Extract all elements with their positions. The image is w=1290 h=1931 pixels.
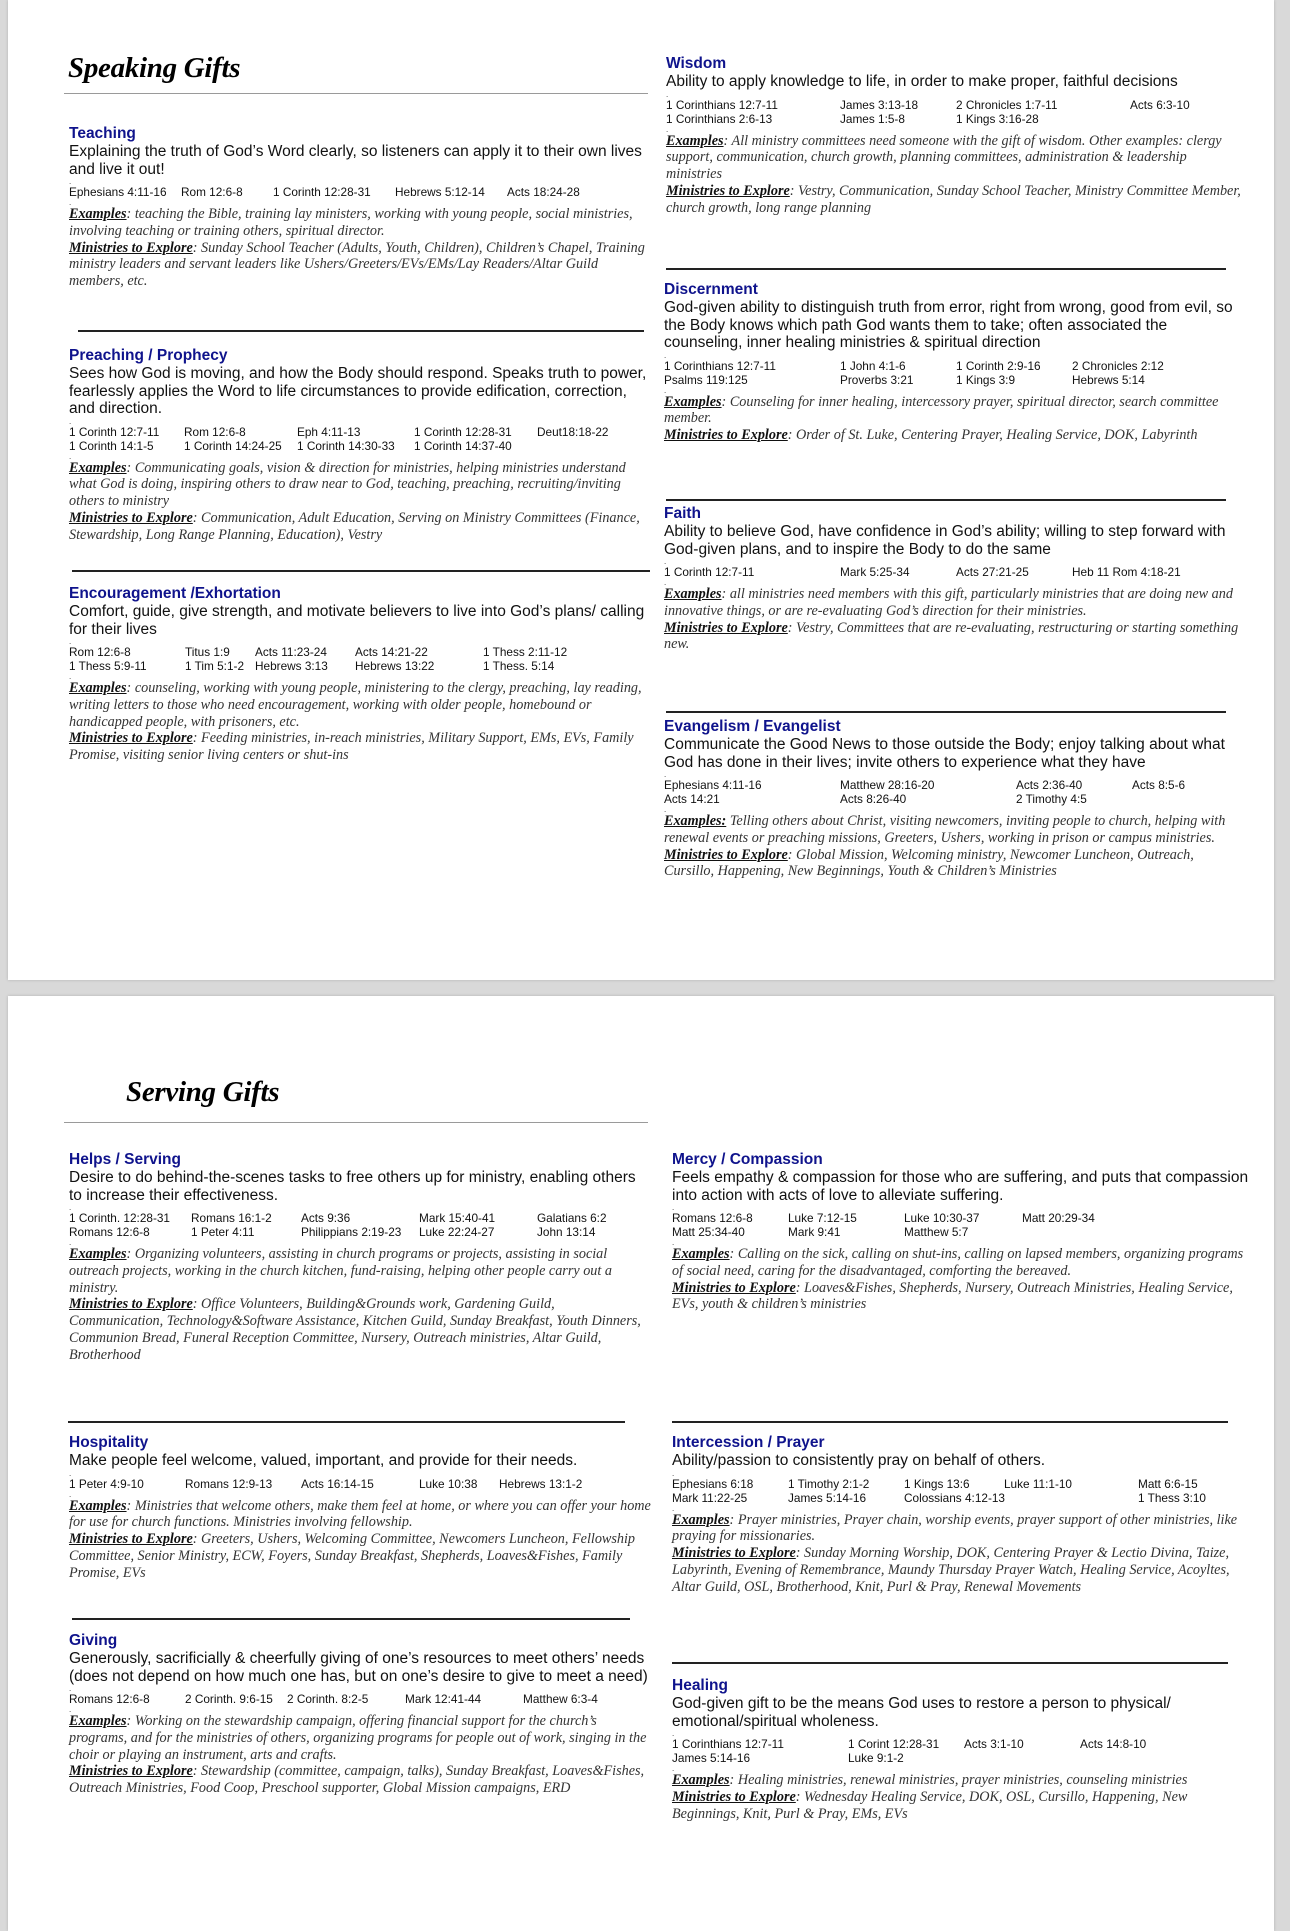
gift-description: Feels empathy & compassion for those who are suffering, and puts that compassion into action with acts of love to alleviate suffering. bbox=[672, 1169, 1249, 1204]
examples-paragraph bbox=[672, 1246, 1254, 1280]
gift-evangelism bbox=[664, 718, 1246, 880]
scripture-reference: Psalms 119:125 bbox=[664, 372, 748, 387]
spacer-dot: . bbox=[664, 805, 667, 814]
gift-name: Encouragement /Exhortation bbox=[69, 585, 281, 602]
spacer-dot: . bbox=[69, 1468, 72, 1478]
gift-description: God-given ability to distinguish truth from error, right from wrong, good from evil, so the Body knows which path God wants them to take; often associated the counseling, inner healing ministries & spiritual direction bbox=[664, 299, 1233, 351]
spacer-dot: . bbox=[672, 1238, 675, 1247]
scripture-reference: 1 Kings 13:6 bbox=[904, 1476, 970, 1491]
gift-preaching-prophecy bbox=[69, 347, 651, 543]
examples-paragraph bbox=[664, 813, 1246, 847]
spacer-dot: . bbox=[69, 451, 72, 461]
section-divider bbox=[72, 1618, 630, 1620]
examples-text: : all ministries need members with this gift, particularly ministries that are doing new and innovative things, or are re-evaluating God’s direction for their ministries. bbox=[664, 586, 1233, 619]
ministries-paragraph bbox=[69, 1296, 651, 1363]
scripture-references bbox=[69, 1477, 651, 1491]
scripture-reference: Rom 12:6-8 bbox=[181, 185, 243, 199]
ministries-text: : Feeding ministries, in-reach ministries, Military Support, EMs, EVs, Family Promise, visiting senior living centers or shut-ins bbox=[69, 730, 634, 764]
ministries-paragraph bbox=[664, 620, 1246, 654]
examples-text: : Healing ministries, renewal ministries, prayer ministries, counseling ministries bbox=[729, 1772, 1188, 1788]
examples-text: : Communicating goals, vision & direction for ministries, helping ministries understand what God is doing, inspiring others to draw near to God, teaching, preaching, recruiting/inviting others to ministry bbox=[69, 459, 626, 510]
scripture-reference: 1 Corinth 12:28-31 bbox=[273, 185, 371, 199]
scripture-reference: Hebrews 5:14 bbox=[1072, 372, 1145, 387]
scripture-reference bbox=[964, 1751, 1080, 1765]
ministries-text: : Vestry, Communication, Sunday School Teacher, Ministry Committee Member, church growth, long range planning bbox=[666, 182, 1241, 216]
document-page-1 bbox=[8, 0, 1274, 980]
scripture-reference: Hebrews 13:22 bbox=[355, 659, 435, 673]
scripture-references bbox=[666, 98, 1246, 126]
scripture-reference: Acts 27:21-25 bbox=[956, 565, 1029, 579]
examples-text: : Ministries that welcome others, make them feel at home, or where you can offer your home for use for church functions. Ministries involving fellowship. bbox=[69, 1497, 651, 1531]
scripture-reference: 1 Corinthians 12:7-11 bbox=[666, 97, 778, 112]
spacer-dot: . bbox=[664, 578, 667, 587]
ministries-text: : Stewardship (committee, campaign, talks), Sunday Breakfast, Loaves&Fishes, Outreach Ministries, Food Coop, Preschool supporter, Global Mission campaigns, ERD bbox=[69, 1763, 645, 1797]
examples-label: Examples bbox=[69, 1497, 127, 1514]
ministries-paragraph bbox=[672, 1789, 1254, 1823]
scripture-reference: Romans 16:1-2 bbox=[191, 1211, 272, 1225]
ministries-text: : Wednesday Healing Service, DOK, OSL, Cursillo, Happening, New Beginnings, Knit, Purl & Pray, EMs, EVs bbox=[672, 1788, 1188, 1822]
ministries-label: Ministries to Explore bbox=[69, 239, 193, 256]
scripture-reference: Romans 12:9-13 bbox=[185, 1476, 273, 1491]
spacer-dot: . bbox=[672, 1468, 675, 1478]
scripture-reference: Romans 12:6-8 bbox=[69, 1225, 150, 1239]
scripture-references bbox=[672, 1737, 1254, 1765]
ministries-label: Ministries to Explore bbox=[672, 1545, 796, 1562]
scripture-reference: Romans 12:6-8 bbox=[69, 1692, 150, 1706]
scripture-reference: Luke 22:24-27 bbox=[419, 1225, 495, 1239]
scripture-reference: Matthew 5:7 bbox=[904, 1225, 969, 1239]
gift-name: Mercy / Compassion bbox=[672, 1151, 823, 1168]
scripture-reference: Matt 6:6-15 bbox=[1138, 1476, 1198, 1491]
scripture-references bbox=[672, 1477, 1254, 1505]
ministries-label: Ministries to Explore bbox=[666, 182, 790, 199]
scripture-reference: 1 Thess 3:10 bbox=[1138, 1490, 1206, 1505]
scripture-reference: 2 Corinth. 9:6-15 bbox=[185, 1692, 273, 1706]
ministries-label: Ministries to Explore bbox=[664, 427, 788, 444]
scripture-reference: Hebrews 3:13 bbox=[255, 659, 328, 673]
ministries-paragraph bbox=[69, 730, 651, 764]
gift-name: Evangelism / Evangelist bbox=[664, 718, 841, 735]
gift-name: Teaching bbox=[69, 125, 136, 142]
ministries-paragraph bbox=[69, 240, 647, 290]
gift-description: Make people feel welcome, valued, important, and provide for their needs. bbox=[69, 1452, 578, 1469]
scripture-reference: Acts 6:3-10 bbox=[1130, 97, 1190, 112]
examples-paragraph bbox=[664, 586, 1246, 620]
ministries-text: : Communication, Adult Education, Serving on Ministry Committees (Finance, Stewardship, Long Range Planning, Education), Vestry bbox=[69, 509, 640, 543]
scripture-reference: 1 Corinth 14:30-33 bbox=[297, 438, 395, 453]
examples-label: Examples bbox=[69, 680, 127, 696]
scripture-reference: John 13:14 bbox=[537, 1225, 596, 1239]
scripture-reference: 1 Corinthians 12:7-11 bbox=[672, 1737, 784, 1751]
scripture-reference: Acts 16:14-15 bbox=[301, 1476, 374, 1491]
examples-paragraph bbox=[69, 680, 651, 730]
scripture-reference: 1 Corinth 12:7-11 bbox=[664, 565, 755, 579]
scripture-reference: Matthew 28:16-20 bbox=[840, 778, 935, 792]
scripture-references bbox=[69, 425, 651, 453]
scripture-reference: 1 Corinthians 12:7-11 bbox=[664, 358, 776, 373]
gift-discernment bbox=[664, 281, 1246, 444]
examples-label: Examples bbox=[664, 393, 722, 410]
gift-healing bbox=[672, 1677, 1254, 1822]
spacer-dot: . bbox=[69, 1684, 72, 1693]
examples-text: : Working on the stewardship campaign, offering financial support for the church’s programs, and for the ministries of others, organizing programs for people out of work, singing in the choir or playing an instrument, arts and crafts. bbox=[69, 1713, 647, 1763]
spacer-dot: . bbox=[69, 1705, 72, 1714]
scripture-reference: Heb 11 Rom 4:18-21 bbox=[1072, 565, 1181, 579]
scripture-reference: Hebrews 5:12-14 bbox=[395, 185, 485, 199]
gift-description: Sees how God is moving, and how the Body should respond. Speaks truth to power, fearlessly applies the Word to life circumstances to provide edification, correction, and direction. bbox=[69, 365, 647, 417]
examples-label: Examples bbox=[69, 206, 127, 222]
ministries-text: : Vestry, Committees that are re-evaluating, restructuring or starting something new. bbox=[664, 619, 1239, 653]
scripture-reference: 1 Peter 4:11 bbox=[191, 1225, 255, 1239]
ministries-paragraph bbox=[666, 183, 1246, 217]
scripture-reference: 1 Corinth. 12:28-31 bbox=[69, 1211, 170, 1225]
gift-description: Communicate the Good News to those outside the Body; enjoy talking about what God has done in their lives; invite others to experience what they have bbox=[664, 736, 1225, 771]
scripture-reference: 1 Thess 2:11-12 bbox=[483, 645, 568, 659]
scripture-reference: 1 Kings 3:9 bbox=[956, 372, 1016, 387]
scripture-reference: Rom 12:6-8 bbox=[184, 424, 246, 439]
scripture-reference: Rom 12:6-8 bbox=[69, 645, 131, 659]
scripture-reference: Mark 11:22-25 bbox=[672, 1490, 748, 1505]
gift-wisdom bbox=[666, 55, 1246, 216]
spacer-dot: . bbox=[672, 1764, 675, 1773]
examples-text: : Counseling for inner healing, intercessory prayer, spiritual director, search committee member. bbox=[664, 393, 1219, 427]
scripture-references bbox=[69, 645, 651, 673]
examples-label: Examples bbox=[69, 1246, 127, 1262]
gift-helps-serving bbox=[69, 1151, 651, 1364]
scripture-reference: 1 Peter 4:9-10 bbox=[69, 1476, 144, 1491]
scripture-reference bbox=[537, 439, 637, 453]
scripture-reference bbox=[1142, 1225, 1182, 1239]
ministries-label: Ministries to Explore bbox=[672, 1788, 796, 1805]
ministries-text: : Order of St. Luke, Centering Prayer, Healing Service, DOK, Labyrinth bbox=[787, 427, 1198, 444]
ministries-paragraph bbox=[664, 427, 1246, 444]
scripture-reference: 1 Corinth 2:9-16 bbox=[956, 358, 1041, 373]
examples-text: Telling others about Christ, visiting newcomers, inviting people to church, helping with renewal events or preaching missions, Greeters, Ushers, working in prison or campus ministries. bbox=[664, 813, 1226, 846]
spacer-dot: . bbox=[666, 89, 669, 99]
scripture-reference bbox=[1132, 792, 1222, 806]
gift-name: Intercession / Prayer bbox=[672, 1434, 825, 1451]
spacer-dot: . bbox=[69, 672, 72, 681]
examples-paragraph bbox=[69, 460, 651, 510]
gift-name: Helps / Serving bbox=[69, 1151, 181, 1168]
examples-text: : Prayer ministries, Prayer chain, worship events, prayer support of other ministries, like praying for missionaries. bbox=[672, 1511, 1238, 1545]
gift-description: God-given gift to be the means God uses to restore a person to physical/ emotional/spiritual wholeness. bbox=[672, 1695, 1171, 1730]
scripture-reference: 1 Corinth 12:7-11 bbox=[69, 424, 160, 439]
scripture-reference: 1 John 4:1-6 bbox=[840, 358, 906, 373]
examples-text: : All ministry committees need someone with the gift of wisdom. Other examples: clergy support, communication, church growth, planning committees, administration & leadership ministries bbox=[666, 132, 1222, 183]
examples-paragraph bbox=[69, 1498, 651, 1532]
scripture-reference: 1 Corinth 14:37-40 bbox=[414, 438, 512, 453]
ministries-label: Ministries to Explore bbox=[69, 509, 193, 526]
scripture-reference: 1 Corinth 14:24-25 bbox=[184, 438, 282, 453]
spacer-dot: . bbox=[664, 385, 667, 395]
scripture-reference: 1 Thess. 5:14 bbox=[483, 659, 555, 673]
scripture-reference: Luke 11:1-10 bbox=[1004, 1476, 1072, 1491]
scripture-reference: Luke 9:1-2 bbox=[848, 1751, 904, 1765]
section-divider bbox=[672, 1421, 1228, 1423]
scripture-reference: Acts 11:23-24 bbox=[255, 645, 327, 659]
gift-mercy-compassion bbox=[672, 1151, 1254, 1313]
ministries-label: Ministries to Explore bbox=[664, 846, 788, 863]
scripture-reference: Matthew 6:3-4 bbox=[523, 1692, 598, 1706]
scripture-reference: Acts 14:21-22 bbox=[355, 645, 428, 659]
gift-teaching bbox=[69, 125, 647, 290]
spacer-dot: . bbox=[69, 1238, 72, 1247]
scripture-reference: 1 Kings 3:16-28 bbox=[956, 111, 1039, 126]
gift-encouragement-exhortation bbox=[69, 585, 651, 764]
ministries-text: : Office Volunteers, Building&Grounds work, Gardening Guild, Communication, Technology&Software Assistance, Kitchen Guild, Sunday Breakfast, Youth Dinners, Communion Bread, Funeral Reception Committee, Nursery, Outreach ministries, Altar Guild, Brotherhood bbox=[69, 1296, 641, 1363]
scripture-reference: 1 Thess 5:9-11 bbox=[69, 659, 147, 673]
gift-description: Ability/passion to consistently pray on behalf of others. bbox=[672, 1452, 1046, 1469]
gift-intercession-prayer bbox=[672, 1434, 1254, 1595]
section-title-rule bbox=[64, 1122, 648, 1123]
spacer-dot: . bbox=[672, 1729, 675, 1738]
section-divider bbox=[78, 330, 644, 332]
scripture-reference: Eph 4:11-13 bbox=[297, 424, 361, 439]
spacer-dot: . bbox=[69, 177, 72, 186]
document-page-2 bbox=[8, 996, 1274, 1931]
scripture-reference: Matt 25:34-40 bbox=[672, 1225, 745, 1239]
scripture-reference: 1 Tim 5:1-2 bbox=[185, 659, 245, 673]
spacer-dot: . bbox=[664, 770, 667, 779]
scripture-reference bbox=[1080, 1751, 1200, 1765]
section-title-speaking-gifts: Speaking Gifts bbox=[68, 52, 241, 84]
ministries-label: Ministries to Explore bbox=[69, 1531, 193, 1548]
examples-paragraph bbox=[672, 1512, 1254, 1546]
examples-label: Examples bbox=[672, 1772, 730, 1788]
examples-text: : counseling, working with young people, ministering to the clergy, preaching, lay reading, writing letters to those who need encouragement, working with older people, homebound or handicapped people, with prisoners, etc. bbox=[69, 680, 642, 730]
examples-label: Examples bbox=[664, 586, 722, 602]
gift-description: Generously, sacrificially & cheerfully giving of one’s resources to meet others’ needs (does not depend on how much one has, but on one’s desire to give to meet a need) bbox=[69, 1650, 648, 1685]
scripture-references bbox=[69, 185, 647, 199]
scripture-reference: Deut18:18-22 bbox=[537, 424, 609, 439]
section-divider bbox=[666, 268, 1226, 270]
scripture-reference: Acts 14:21 bbox=[664, 792, 720, 806]
scripture-reference: 2 Corinth. 8:2-5 bbox=[287, 1692, 369, 1706]
examples-paragraph bbox=[69, 206, 647, 240]
scripture-reference: Luke 10:30-37 bbox=[904, 1211, 980, 1225]
ministries-text: : Greeters, Ushers, Welcoming Committee, Newcomers Luncheon, Fellowship Committee, Senior Ministry, ECW, Foyers, Sunday Breakfast, Shepherds, Loaves&Fishes, Family Promise, EVs bbox=[69, 1531, 636, 1581]
scripture-references bbox=[69, 1211, 651, 1239]
examples-label: Examples: bbox=[664, 813, 727, 829]
ministries-paragraph bbox=[69, 1531, 651, 1581]
scripture-reference: Titus 1:9 bbox=[185, 645, 230, 659]
ministries-label: Ministries to Explore bbox=[672, 1279, 796, 1296]
scripture-reference: Acts 14:8-10 bbox=[1080, 1737, 1147, 1751]
scripture-reference: Acts 8:5-6 bbox=[1132, 778, 1186, 792]
spacer-dot: . bbox=[672, 1203, 675, 1212]
section-title-serving-gifts: Serving Gifts bbox=[126, 1076, 280, 1108]
scripture-references bbox=[664, 565, 1246, 579]
scripture-reference: Hebrews 13:1-2 bbox=[499, 1476, 583, 1491]
scripture-reference: Acts 9:36 bbox=[301, 1211, 351, 1225]
gift-name: Preaching / Prophecy bbox=[69, 347, 228, 364]
scripture-reference: Mark 5:25-34 bbox=[840, 565, 910, 579]
scripture-reference: Colossians 4:12-13 bbox=[904, 1490, 1005, 1505]
scripture-reference: Matt 20:29-34 bbox=[1022, 1211, 1095, 1225]
scripture-reference: 2 Timothy 4:5 bbox=[1016, 792, 1087, 806]
scripture-references bbox=[664, 778, 1246, 806]
scripture-reference: Acts 3:1-10 bbox=[964, 1737, 1024, 1751]
gift-description: Desire to do behind-the-scenes tasks to free others up for ministry, enabling others to increase their effectiveness. bbox=[69, 1169, 636, 1204]
spacer-dot: . bbox=[69, 637, 72, 646]
spacer-dot: . bbox=[666, 124, 669, 134]
gift-name: Giving bbox=[69, 1632, 118, 1649]
gift-giving bbox=[69, 1632, 649, 1797]
gift-description: Ability to apply knowledge to life, in order to make proper, faithful decisions bbox=[666, 73, 1178, 90]
ministries-text: : Global Mission, Welcoming ministry, Newcomer Luncheon, Outreach, Cursillo, Happening, New Beginnings, Youth & Children’s Ministries bbox=[664, 846, 1194, 880]
spacer-dot: . bbox=[672, 1503, 675, 1513]
scripture-reference: 2 Chronicles 1:7-11 bbox=[956, 97, 1058, 112]
ministries-label: Ministries to Explore bbox=[69, 1296, 193, 1313]
scripture-reference: 1 Corint 12:28-31 bbox=[848, 1737, 940, 1751]
scripture-references bbox=[664, 359, 1246, 387]
ministries-paragraph bbox=[69, 1763, 649, 1797]
ministries-label: Ministries to Explore bbox=[664, 619, 788, 636]
section-divider bbox=[666, 711, 1226, 713]
scripture-reference bbox=[1022, 1225, 1142, 1239]
examples-paragraph bbox=[69, 1713, 649, 1763]
examples-paragraph bbox=[664, 394, 1246, 428]
scripture-reference: Acts 2:36-40 bbox=[1016, 778, 1083, 792]
examples-text: : Calling on the sick, calling on shut-ins, calling on lapsed members, organizing programs of social need, caring for the disadvantaged, comforting the bereaved. bbox=[672, 1246, 1244, 1279]
scripture-reference: Mark 12:41-44 bbox=[405, 1692, 482, 1706]
scripture-reference: 1 Timothy 2:1-2 bbox=[788, 1476, 870, 1491]
examples-paragraph bbox=[672, 1772, 1254, 1789]
gift-faith bbox=[664, 505, 1246, 653]
scripture-reference: 1 Corinthians 2:6-13 bbox=[666, 111, 773, 126]
scripture-reference: Ephesians 4:11-16 bbox=[664, 778, 762, 792]
examples-paragraph bbox=[666, 133, 1246, 183]
spacer-dot: . bbox=[664, 557, 667, 566]
scripture-reference bbox=[1130, 112, 1220, 126]
examples-label: Examples bbox=[672, 1246, 730, 1262]
gift-name: Discernment bbox=[664, 281, 758, 298]
ministries-paragraph bbox=[672, 1280, 1254, 1314]
scripture-reference bbox=[1142, 1211, 1182, 1225]
scripture-reference: Ephesians 6:18 bbox=[672, 1476, 754, 1491]
scripture-reference: 1 Corinth 14:1-5 bbox=[69, 438, 154, 453]
scripture-reference: Proverbs 3:21 bbox=[840, 372, 914, 387]
section-title-rule bbox=[64, 93, 648, 94]
spacer-dot: . bbox=[69, 1203, 72, 1212]
examples-text: : Organizing volunteers, assisting in church programs or projects, assisting in social outreach projects, working in the church kitchen, fund-raising, helping other people carry out a ministry. bbox=[69, 1246, 612, 1296]
scripture-reference: 2 Chronicles 2:12 bbox=[1072, 358, 1164, 373]
scripture-reference: Acts 8:26-40 bbox=[840, 792, 907, 806]
gift-description: Explaining the truth of God’s Word clearly, so listeners can apply it to their own lives and live it out! bbox=[69, 143, 642, 178]
scripture-reference: Romans 12:6-8 bbox=[672, 1211, 753, 1225]
section-divider bbox=[72, 570, 650, 572]
ministries-paragraph bbox=[69, 510, 651, 544]
ministries-label: Ministries to Explore bbox=[69, 1763, 193, 1780]
scripture-reference bbox=[1004, 1491, 1138, 1505]
section-divider bbox=[68, 1421, 625, 1423]
section-divider bbox=[666, 499, 1226, 501]
section-divider bbox=[672, 1662, 1228, 1664]
scripture-reference: James 5:14-16 bbox=[672, 1751, 751, 1765]
ministries-text: : Sunday Morning Worship, DOK, Centering Prayer & Lectio Divina, Taize, Labyrinth, Evening of Remembrance, Maundy Thursday Prayer Watch, Healing Service, Acoyltes, Altar Guild, OSL, Brotherhood, Knit, Purl & Pray, Renewal Movements bbox=[672, 1545, 1230, 1595]
scripture-reference: Luke 7:12-15 bbox=[788, 1211, 857, 1225]
scripture-references bbox=[69, 1692, 649, 1706]
scripture-reference: 1 Corinth 12:28-31 bbox=[414, 424, 512, 439]
ministries-text: : Sunday School Teacher (Adults, Youth, Children), Children’s Chapel, Training ministry leaders and servant leaders like Ushers/Greeters/EVs/EMs/Lay Readers/Altar Guild members, etc. bbox=[69, 239, 645, 290]
examples-label: Examples bbox=[672, 1511, 730, 1528]
examples-paragraph bbox=[69, 1246, 651, 1296]
scripture-reference: Mark 9:41 bbox=[788, 1225, 841, 1239]
gift-name: Faith bbox=[664, 505, 702, 522]
gift-hospitality bbox=[69, 1434, 651, 1581]
ministries-text: : Loaves&Fishes, Shepherds, Nursery, Outreach Ministries, Healing Service, EVs, youth & children’s ministries bbox=[672, 1279, 1233, 1313]
ministries-paragraph bbox=[664, 847, 1246, 881]
scripture-reference: Acts 18:24-28 bbox=[507, 185, 580, 199]
scripture-references bbox=[672, 1211, 1254, 1239]
examples-label: Examples bbox=[666, 132, 724, 149]
spacer-dot: . bbox=[69, 1489, 72, 1499]
ministries-label: Ministries to Explore bbox=[69, 730, 193, 747]
scripture-reference: Galatians 6:2 bbox=[537, 1211, 607, 1225]
ministries-paragraph bbox=[672, 1545, 1254, 1595]
examples-label: Examples bbox=[69, 459, 127, 476]
examples-text: : teaching the Bible, training lay ministers, working with young people, social ministries, involving teaching or training others, spiritual director. bbox=[69, 206, 633, 239]
spacer-dot: . bbox=[664, 350, 667, 360]
scripture-reference: Ephesians 4:11-16 bbox=[69, 185, 167, 199]
gift-description: Ability to believe God, have confidence in God’s ability; willing to step forward with God-given plans, and to inspire the Body to do the same bbox=[664, 523, 1226, 558]
scripture-reference: Philippians 2:19-23 bbox=[301, 1225, 402, 1239]
scripture-reference: James 5:14-16 bbox=[788, 1490, 867, 1505]
scripture-reference: Mark 15:40-41 bbox=[419, 1211, 496, 1225]
examples-label: Examples bbox=[69, 1713, 127, 1729]
gift-name: Wisdom bbox=[666, 55, 727, 72]
spacer-dot: . bbox=[69, 416, 72, 426]
scripture-reference: James 3:13-18 bbox=[840, 97, 919, 112]
gift-description: Comfort, guide, give strength, and motivate believers to live into God’s plans/ calling for their lives bbox=[69, 603, 645, 638]
gift-name: Healing bbox=[672, 1677, 728, 1694]
spacer-dot: . bbox=[69, 198, 72, 207]
scripture-reference: James 1:5-8 bbox=[840, 111, 905, 126]
gift-name: Hospitality bbox=[69, 1434, 149, 1451]
scripture-reference: Luke 10:38 bbox=[419, 1476, 478, 1491]
